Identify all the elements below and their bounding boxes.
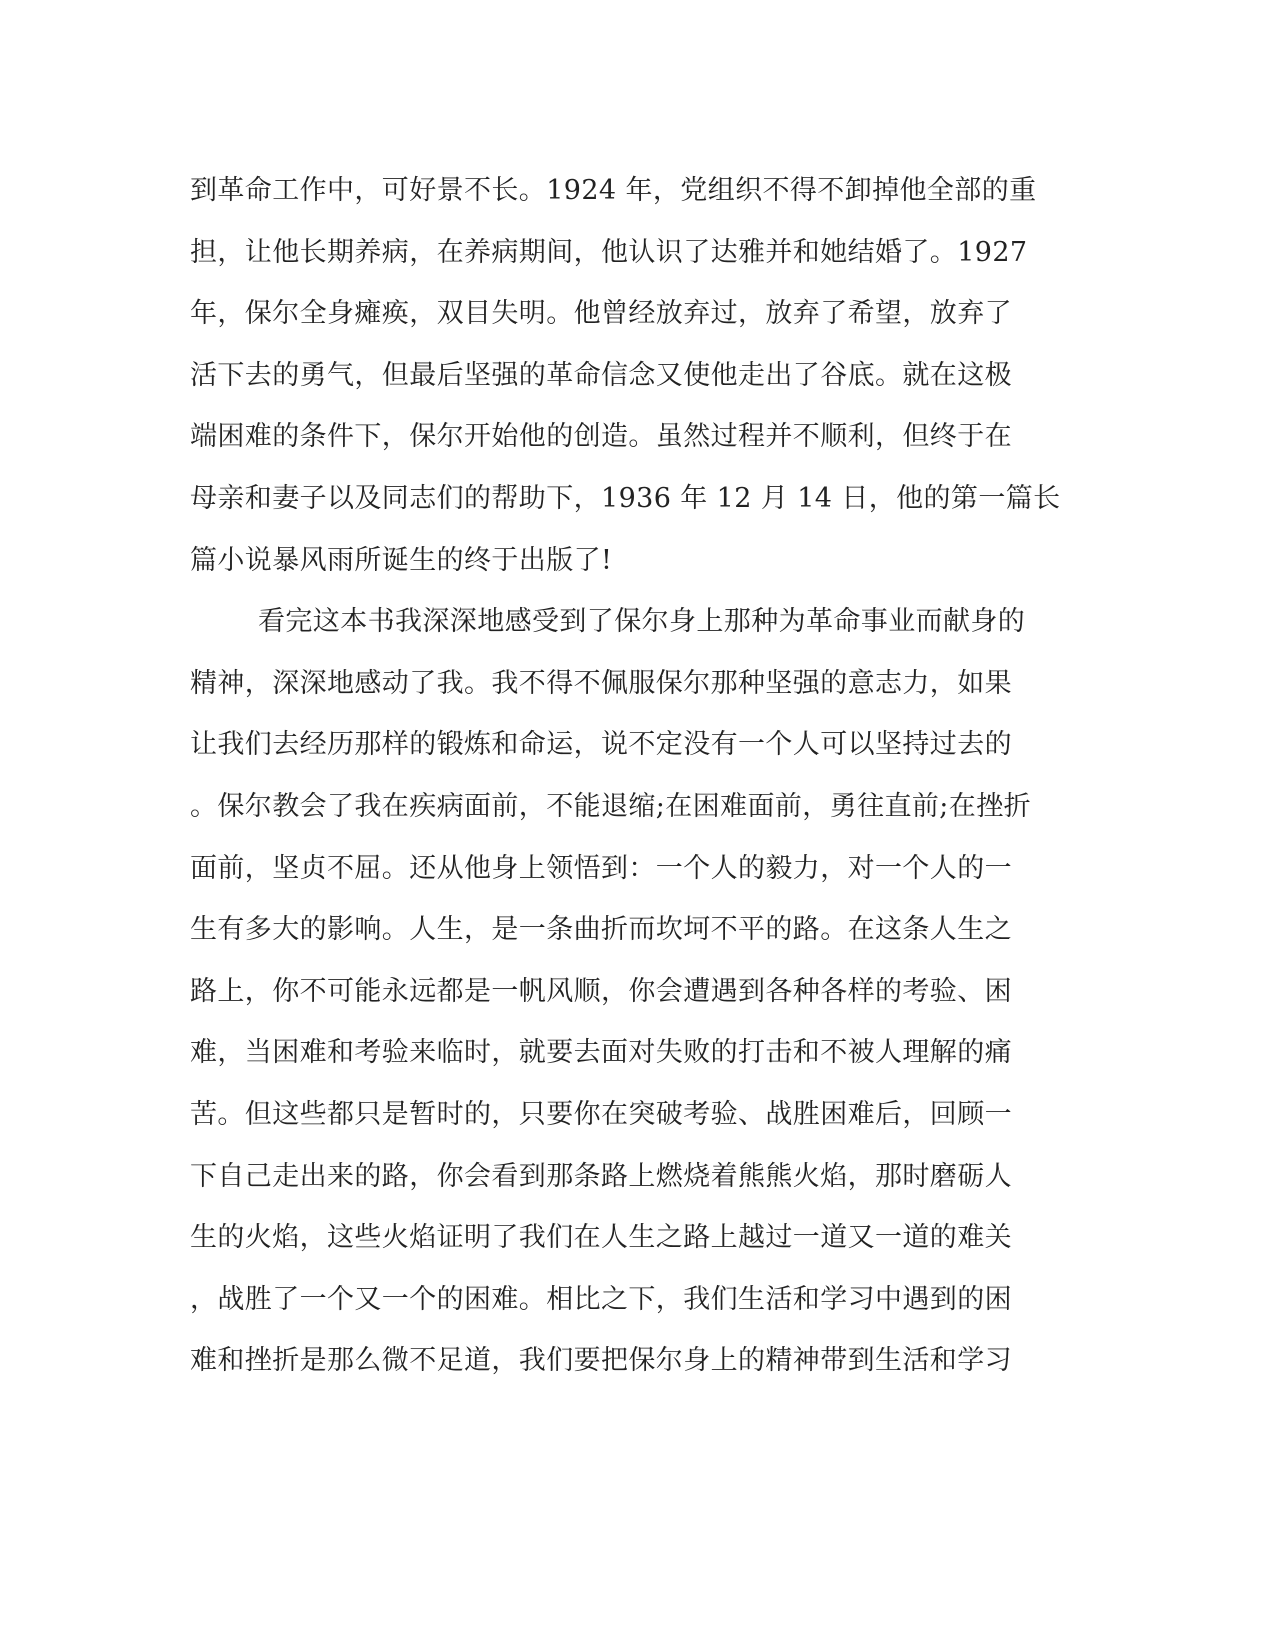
paragraph-first-line: 看完这本书我深深地感受到了保尔身上那种为革命事业而献身的 — [258, 606, 1026, 638]
text-line: 担，让他长期养病，在养病期间，他认识了达雅并和她结婚了。1927 — [190, 236, 1028, 268]
text-line: 篇小说暴风雨所诞生的终于出版了! — [190, 544, 613, 576]
text-line: 路上，你不可能永远都是一帆风顺，你会遭遇到各种各样的考验、困 — [190, 975, 1012, 1007]
text-line: 母亲和妻子以及同志们的帮助下，1936 年 12 月 14 日，他的第一篇长 — [190, 482, 1061, 514]
text-line: 精神，深深地感动了我。我不得不佩服保尔那种坚强的意志力，如果 — [190, 667, 1012, 699]
text-line: 让我们去经历那样的锻炼和命运，说不定没有一个人可以坚持过去的 — [190, 729, 1012, 761]
text-line: 到革命工作中，可好景不长。1924 年，党组织不得不卸掉他全部的重 — [190, 175, 1037, 206]
text-line: 年，保尔全身瘫痪，双目失明。他曾经放弃过，放弃了希望，放弃了 — [190, 298, 1012, 330]
text-line: 生的火焰，这些火焰证明了我们在人生之路上越过一道又一道的难关 — [190, 1222, 1012, 1254]
text-line: ，战胜了一个又一个的困难。相比之下，我们生活和学习中遇到的困 — [190, 1283, 1012, 1315]
text-line: 生有多大的影响。人生，是一条曲折而坎坷不平的路。在这条人生之 — [190, 914, 1012, 946]
text-line: 难，当困难和考验来临时，就要去面对失败的打击和不被人理解的痛 — [190, 1037, 1012, 1069]
text-line: 面前，坚贞不屈。还从他身上领悟到：一个人的毅力，对一个人的一 — [190, 852, 1012, 884]
text-line: 难和挫折是那么微不足道，我们要把保尔身上的精神带到生活和学习 — [190, 1345, 1012, 1377]
text-line: 苦。但这些都只是暂时的，只要你在突破考验、战胜困难后，回顾一 — [190, 1098, 1012, 1130]
text-line: 下自己走出来的路，你会看到那条路上燃烧着熊熊火焰，那时磨砺人 — [190, 1160, 1012, 1192]
body-text — [190, 160, 1070, 1392]
text-line: 活下去的勇气，但最后坚强的革命信念又使他走出了谷底。就在这极 — [190, 359, 1012, 391]
text-line: 。保尔教会了我在疾病面前，不能退缩;在困难面前，勇往直前;在挫折 — [190, 790, 1031, 822]
text-line: 端困难的条件下，保尔开始他的创造。虽然过程并不顺利，但终于在 — [190, 421, 1012, 453]
